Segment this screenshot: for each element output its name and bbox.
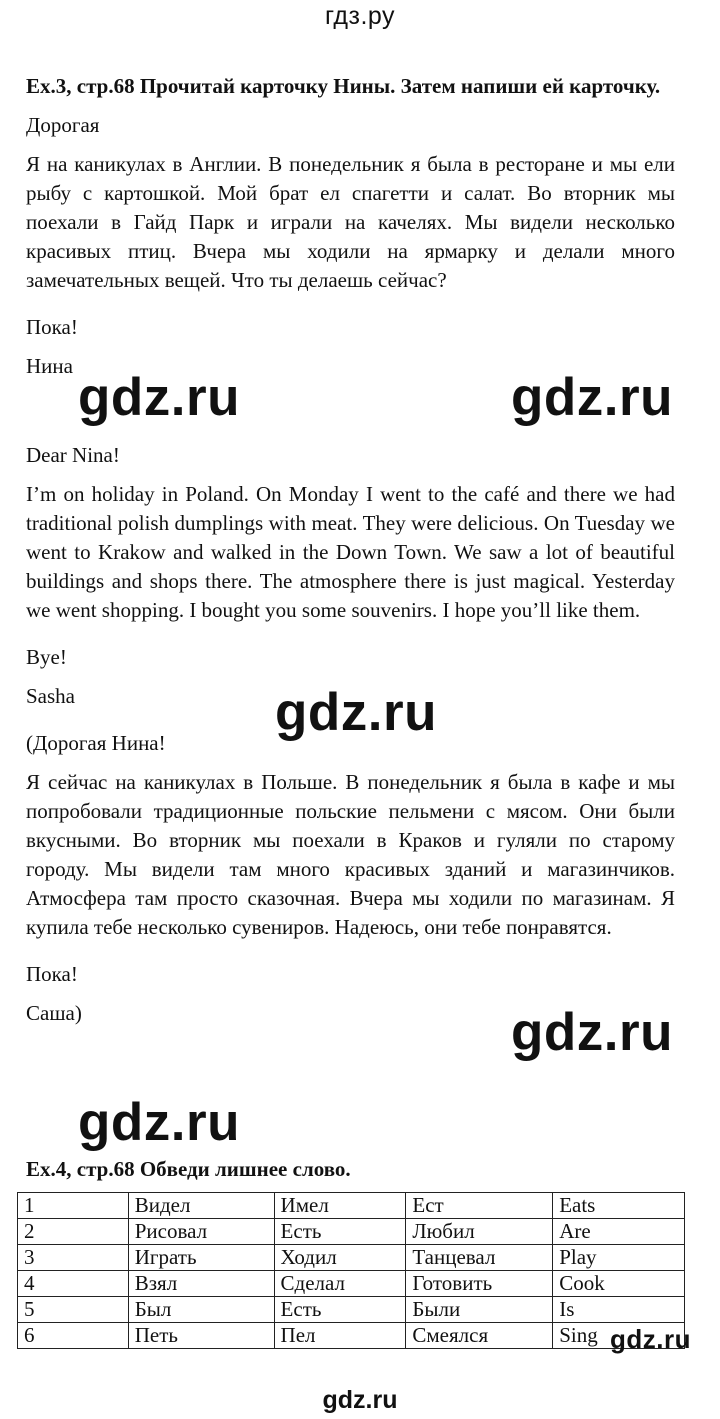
watermark: gdz.ru [78, 368, 240, 427]
word-cell: Видел [128, 1193, 274, 1219]
word-cell: Имел [274, 1193, 406, 1219]
answer-ru-signature: Саша) [26, 1001, 82, 1025]
table-row [18, 1219, 685, 1245]
nina-body: Я на каникулах в Англии. В понедельник я была в ресторане и мы ели рыбу с картошкой. Мой брат ел спагетти и салат. Во вторник мы поехали в Гайд Парк и играли на качелях. Мы видели несколько красивых птиц. Вчера мы ходили на ярмарку и делали много замечательных вещей. Что ты делаешь сейчас? [26, 152, 675, 292]
answer-en-greeting: Dear Nina! [26, 443, 120, 467]
row-number: 6 [18, 1323, 129, 1349]
table-row [18, 1271, 685, 1297]
word-cell: Готовить [406, 1271, 553, 1297]
nina-signature: Нина [26, 354, 73, 378]
word-cell: Play [553, 1245, 685, 1271]
word-cell: Пел [274, 1323, 406, 1349]
word-cell: Рисовал [128, 1219, 274, 1245]
row-number: 4 [18, 1271, 129, 1297]
ex4-heading: Ex.4, стр.68 Обведи лишнее слово. [26, 1157, 351, 1181]
table-row [18, 1245, 685, 1271]
word-cell: Смеялся [406, 1323, 553, 1349]
word-cell: Есть [274, 1219, 406, 1245]
ex4-word-table [17, 1192, 685, 1349]
word-cell: Ходил [274, 1245, 406, 1271]
word-cell: Любил [406, 1219, 553, 1245]
answer-en-closing: Bye! [26, 645, 67, 669]
word-cell: Взял [128, 1271, 274, 1297]
word-cell: Ест [406, 1193, 553, 1219]
word-cell: Есть [274, 1297, 406, 1323]
row-number: 5 [18, 1297, 129, 1323]
word-cell: Sing [553, 1323, 685, 1349]
nina-closing: Пока! [26, 315, 78, 339]
word-cell: Танцевал [406, 1245, 553, 1271]
word-cell: Играть [128, 1245, 274, 1271]
site-header: гдз.ру [324, 2, 396, 30]
nina-greeting: Дорогая [26, 113, 100, 137]
watermark: gdz.ru [610, 1324, 691, 1354]
table-row [18, 1297, 685, 1323]
site-footer: gdz.ru [322, 1386, 398, 1414]
table-row [18, 1323, 685, 1349]
answer-ru-body: Я сейчас на каникулах в Польше. В понедельник я была в кафе и мы попробовали традиционные польские пельмени с мясом. Они были вкусными. Во вторник мы поехали в Краков и гуляли по старому городу. Мы видели там много красивых зданий и магазинчиков. Атмосфера там просто сказочная. Вчера мы ходили по магазинам. Я купила тебе несколько сувениров. Надеюсь, они тебе понравятся. [26, 770, 675, 939]
answer-ru-closing: Пока! [26, 962, 78, 986]
word-cell: Is [553, 1297, 685, 1323]
answer-ru-greeting: (Дорогая Нина! [26, 731, 166, 755]
row-number: 2 [18, 1219, 129, 1245]
watermark: gdz.ru [511, 1003, 673, 1062]
watermark: gdz.ru [511, 368, 673, 427]
word-cell: Был [128, 1297, 274, 1323]
word-cell: Петь [128, 1323, 274, 1349]
word-cell: Eats [553, 1193, 685, 1219]
word-cell: Are [553, 1219, 685, 1245]
row-number: 3 [18, 1245, 129, 1271]
word-cell: Сделал [274, 1271, 406, 1297]
ex3-section [26, 72, 675, 1028]
word-cell: Были [406, 1297, 553, 1323]
answer-en-signature: Sasha [26, 684, 75, 708]
watermark: gdz.ru [78, 1093, 240, 1152]
row-number: 1 [18, 1193, 129, 1219]
table-row [18, 1193, 685, 1219]
answer-en-body: I’m on holiday in Poland. On Monday I went to the café and there we had traditional polish dumplings with meat. They were delicious. On Tuesday we went to Krakow and walked in the Down Town. We saw a lot of beautiful buildings and shops there. The atmosphere there is just magical. Yesterday we went shopping. I bought you some souvenirs. I hope you’ll like them. [26, 482, 675, 622]
word-cell: Cook [553, 1271, 685, 1297]
watermark: gdz.ru [275, 683, 437, 742]
ex3-heading: Ex.3, стр.68 Прочитай карточку Нины. Затем напиши ей карточку. [26, 74, 661, 98]
